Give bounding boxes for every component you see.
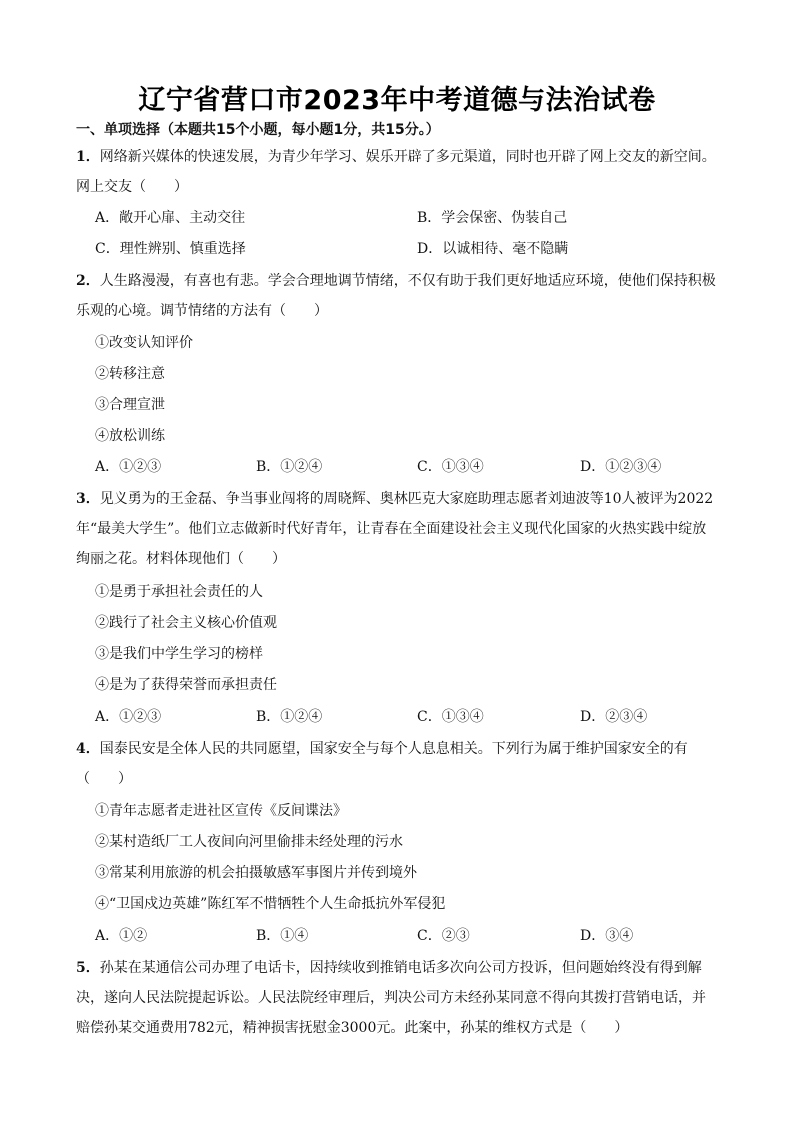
question-3-line-1 bbox=[76, 488, 713, 508]
q2-statement-1: ①改变认知评价 bbox=[95, 335, 193, 351]
question-4-line-1 bbox=[76, 738, 688, 758]
question-text: 网络新兴媒体的快速发展，为青少年学习、娱乐开辟了多元渠道，同时也开辟了网上交友的新空间。 bbox=[99, 149, 716, 165]
q4-statement-4: ④“卫国戍边英雄”陈红军不惜牺牲个人生命抵抗外军侵犯 bbox=[95, 896, 446, 912]
q1-option-d: D．以诚相待、毫不隐瞒 bbox=[417, 241, 569, 257]
q1-option-a: A．敞开心扉、主动交往 bbox=[95, 210, 246, 226]
q3-option-b: B．①②④ bbox=[256, 709, 323, 725]
question-number: 1． bbox=[76, 149, 100, 165]
q4-option-c: C．②③ bbox=[417, 928, 470, 944]
q3-statement-1: ①是勇于承担社会责任的人 bbox=[95, 584, 263, 600]
question-3-line-3: 绚丽之花。材料体现他们（ ） bbox=[76, 551, 286, 567]
question-1-line-2: 网上交友（ ） bbox=[76, 179, 188, 195]
q2-option-c: C．①③④ bbox=[417, 459, 484, 475]
q4-option-a: A．①② bbox=[95, 928, 148, 944]
question-text: 国泰民安是全体人民的共同愿望，国家安全与每个人息息相关。下列行为属于维护国家安全的有 bbox=[99, 741, 688, 757]
q2-statement-2: ②转移注意 bbox=[95, 366, 165, 382]
q2-statement-4: ④放松训练 bbox=[95, 428, 165, 444]
q3-statement-2: ②践行了社会主义核心价值观 bbox=[95, 615, 277, 631]
question-text: 孙某在某通信公司办理了电话卡，因持续收到推销电话多次向公司方投诉，但问题始终没有得到解 bbox=[99, 960, 702, 976]
question-5-line-2: 决，遂向人民法院提起诉讼。人民法院经审理后，判决公司方未经孙某同意不得向其拨打营销电话，并 bbox=[76, 990, 706, 1006]
page-title: 辽宁省营口市2023年中考道德与法治试卷 bbox=[138, 85, 656, 116]
q3-option-c: C．①③④ bbox=[417, 709, 484, 725]
question-number: 2． bbox=[76, 273, 100, 289]
question-5-line-1 bbox=[76, 957, 702, 977]
q2-option-d: D．①②③④ bbox=[580, 459, 662, 475]
q4-option-d: D．③④ bbox=[580, 928, 634, 944]
q4-option-b: B．①④ bbox=[256, 928, 309, 944]
q2-option-a: A．①②③ bbox=[95, 459, 162, 475]
question-2-line-2: 乐观的心境。调节情绪的方法有（ ） bbox=[76, 303, 328, 319]
q4-statement-1: ①青年志愿者走进社区宣传《反间谍法》 bbox=[95, 803, 347, 819]
q1-option-c: C．理性辨别、慎重选择 bbox=[95, 241, 246, 257]
question-5-line-3: 赔偿孙某交通费用782元，精神损害抚慰金3000元。此案中，孙某的维权方式是（ ） bbox=[76, 1020, 629, 1036]
q2-option-b: B．①②④ bbox=[256, 459, 323, 475]
q4-statement-2: ②某村造纸厂工人夜间向河里偷排未经处理的污水 bbox=[95, 834, 403, 850]
q3-option-d: D．②③④ bbox=[580, 709, 648, 725]
q1-option-b: B．学会保密、伪装自己 bbox=[417, 210, 568, 226]
q3-option-a: A．①②③ bbox=[95, 709, 162, 725]
q4-statement-3: ③常某利用旅游的机会拍摄敏感军事图片并传到境外 bbox=[95, 865, 417, 881]
question-4-line-2: （ ） bbox=[76, 771, 132, 787]
question-number: 4． bbox=[76, 741, 100, 757]
question-2-line-1 bbox=[76, 270, 716, 290]
question-number: 5． bbox=[76, 960, 100, 976]
question-text: 见义勇为的王金磊、争当事业闯将的周晓辉、奥林匹克大家庭助理志愿者刘迪波等10人被评为2022 bbox=[99, 491, 714, 507]
q2-statement-3: ③合理宣泄 bbox=[95, 397, 165, 413]
question-text: 人生路漫漫，有喜也有悲。学会合理地调节情绪，不仅有助于我们更好地适应环境，使他们保持积极 bbox=[99, 273, 716, 289]
question-number: 3． bbox=[76, 491, 100, 507]
section-heading: 一、单项选择（本题共15个小题，每小题1分，共15分。） bbox=[76, 122, 440, 138]
q3-statement-4: ④是为了获得荣誉而承担责任 bbox=[95, 677, 277, 693]
question-3-line-2: 年“最美大学生”。他们立志做新时代好青年，让青春在全面建设社会主义现代化国家的火热实践中绽放 bbox=[76, 521, 707, 537]
q3-statement-3: ③是我们中学生学习的榜样 bbox=[95, 646, 263, 662]
question-1-line-1 bbox=[76, 146, 716, 166]
